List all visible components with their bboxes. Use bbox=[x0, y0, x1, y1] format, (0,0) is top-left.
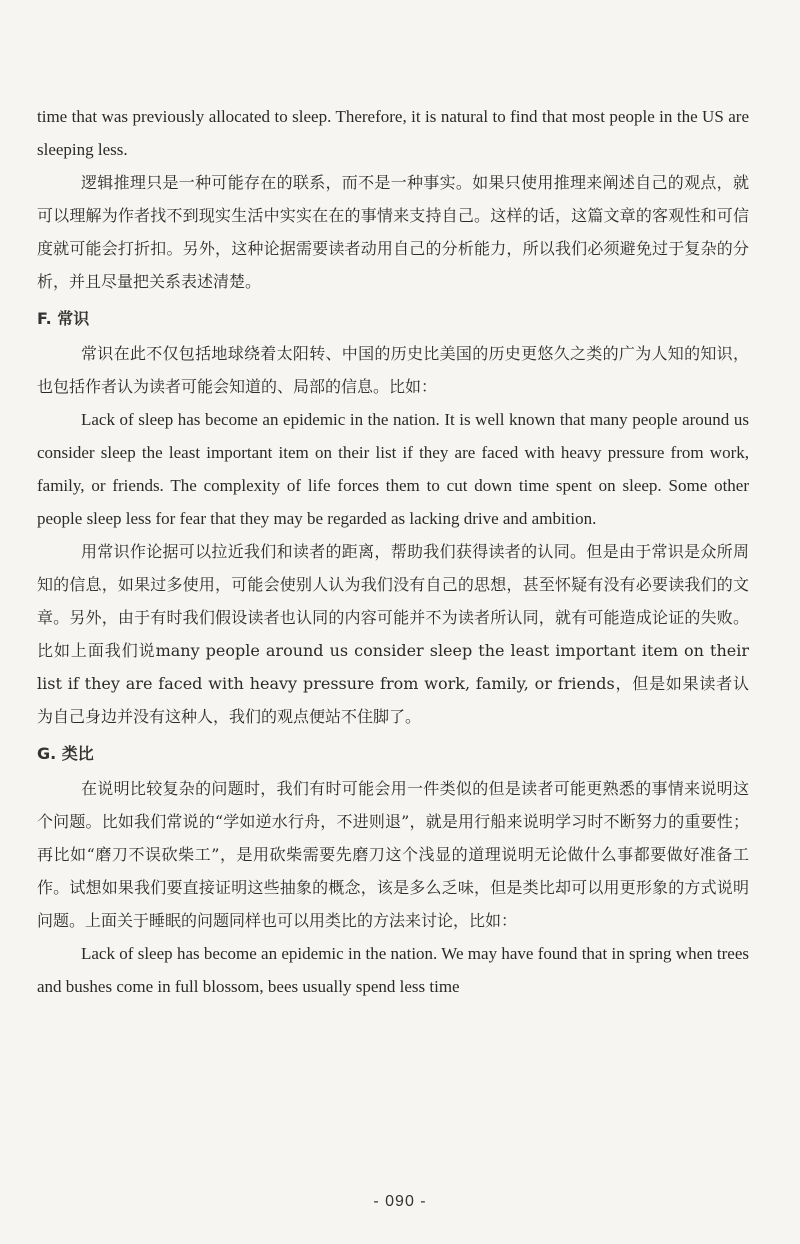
paragraph-analogy-example: Lack of sleep has become an epidemic in the nation. We may have found that in spring when trees and bushes come in full blossom, bees usually spend less time bbox=[37, 944, 749, 996]
section-heading-common-sense: F. 常识 bbox=[37, 309, 90, 328]
paragraph-common-sense-analysis: 用常识作论据可以拉近我们和读者的距离，帮助我们获得读者的认同。但是由于常识是众所周知的信息，如果过多使用，可能会使别人认为我们没有自己的思想，甚至怀疑有没有必要读我们的文章。另外，由于有时我们假设读者也认同的内容可能并不为读者所认同，就有可能造成论证的失败。比如上面我们说many people around us consider sleep the least important item on their list if they are faced with heavy pressure from work, family, or friends，但是如果读者认为自己身边并没有这种人，我们的观点便站不住脚了。 bbox=[37, 542, 749, 726]
page-number: - 090 - bbox=[373, 1193, 427, 1210]
paragraph-sleep-continuation: time that was previously allocated to sleep. Therefore, it is natural to find that most people in the US are sleeping less. bbox=[37, 107, 749, 159]
paragraph-logical-reasoning: 逻辑推理只是一种可能存在的联系，而不是一种事实。如果只使用推理来阐述自己的观点，就可以理解为作者找不到现实生活中实实在在的事情来支持自己。这样的话，这篇文章的客观性和可信度就可能会打折扣。另外，这种论据需要读者动用自己的分析能力，所以我们必须避免过于复杂的分析，并且尽量把关系表述清楚。 bbox=[37, 173, 749, 291]
section-heading-analogy: G. 类比 bbox=[37, 744, 94, 763]
paragraph-common-sense-intro: 常识在此不仅包括地球绕着太阳转、中国的历史比美国的历史更悠久之类的广为人知的知识，也包括作者认为读者可能会知道的、局部的信息。比如： bbox=[37, 344, 749, 396]
document-page bbox=[37, 100, 749, 1003]
paragraph-analogy-intro: 在说明比较复杂的问题时，我们有时可能会用一件类似的但是读者可能更熟悉的事情来说明这个问题。比如我们常说的“学如逆水行舟，不进则退”，就是用行船来说明学习时不断努力的重要性；再比如“磨刀不误砍柴工”，是用砍柴需要先磨刀这个浅显的道理说明无论做什么事都要做好准备工作。试想如果我们要直接证明这些抽象的概念，该是多么乏味，但是类比却可以用更形象的方式说明问题。上面关于睡眠的问题同样也可以用类比的方法来讨论，比如： bbox=[37, 779, 749, 930]
paragraph-common-sense-example: Lack of sleep has become an epidemic in the nation. It is well known that many people around us consider sleep the least important item on their list if they are faced with heavy pressure from work, family, or friends. The complexity of life forces them to cut down time spent on sleep. Some other people sleep less for fear that they may be regarded as lacking drive and ambition. bbox=[37, 410, 749, 528]
